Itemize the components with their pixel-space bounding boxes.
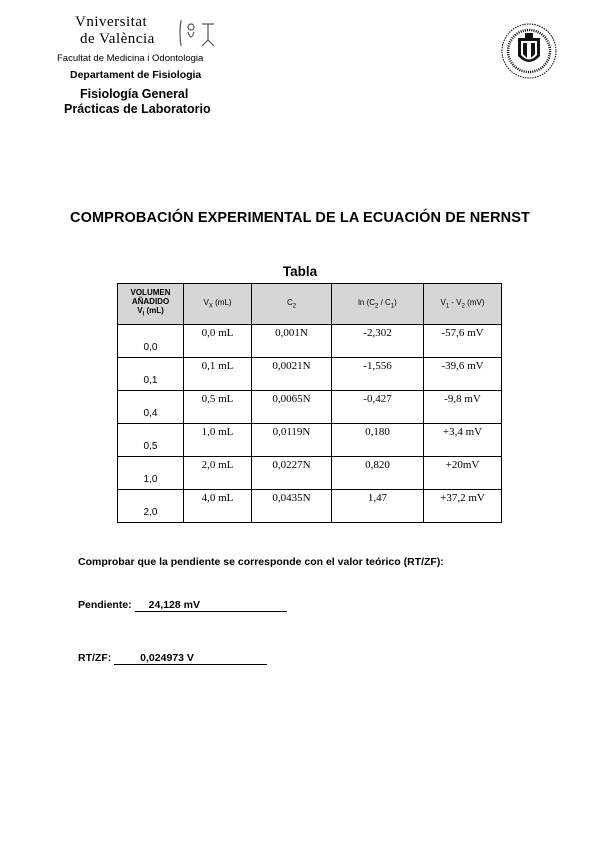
university-name-line1: Vniversitat	[75, 14, 148, 30]
cell-text: +37,2 mV	[440, 492, 485, 504]
cell-text: 0,0021N	[272, 360, 311, 372]
header-text: - V	[449, 298, 462, 308]
header-subscript: 1	[390, 303, 395, 310]
cell-c2	[252, 424, 332, 457]
pendiente-label: Pendiente:	[78, 599, 132, 611]
header-text: / C	[378, 298, 391, 308]
cell-ln	[332, 391, 424, 424]
cell-c2	[252, 391, 332, 424]
results-table	[117, 283, 502, 523]
cell-ln	[332, 490, 424, 523]
cell-v	[424, 424, 502, 457]
cell-text: 2,0 mL	[201, 459, 234, 471]
header-subscript: X	[208, 303, 213, 310]
cell-text: -2,302	[363, 327, 392, 339]
cell-c2	[252, 358, 332, 391]
cell-text: 0,0435N	[272, 492, 311, 504]
table-row	[118, 391, 502, 424]
cell-c2	[252, 490, 332, 523]
cell-vi: 0,1	[118, 358, 184, 391]
header-text: (mV)	[464, 298, 485, 308]
cell-vx	[184, 424, 252, 457]
header-ln	[332, 284, 424, 325]
header-subscript: I	[142, 311, 145, 318]
course-name: Fisiología General	[80, 87, 189, 101]
table-row	[118, 424, 502, 457]
table-header-row	[118, 284, 502, 325]
header-text: V	[440, 298, 446, 308]
cell-ln	[332, 325, 424, 358]
cell-ln	[332, 457, 424, 490]
cell-c2	[252, 457, 332, 490]
pendiente-line	[78, 599, 287, 612]
header-v1-v2	[424, 284, 502, 325]
header-subscript: 2	[375, 303, 379, 310]
cell-text: 0,0119N	[272, 426, 311, 438]
cell-text: 0,820	[365, 459, 390, 471]
cell-vi: 1,0	[118, 457, 184, 490]
university-emblem-icon	[178, 18, 218, 48]
table-row	[118, 490, 502, 523]
header-text: V	[203, 298, 209, 308]
cell-ln	[332, 358, 424, 391]
header-text: VOLUMEN	[130, 288, 171, 298]
header-text: (mL)	[212, 298, 232, 308]
table-row	[118, 457, 502, 490]
course-subtitle: Prácticas de Laboratorio	[64, 102, 211, 116]
cell-text: 4,0 mL	[201, 492, 234, 504]
cell-vx	[184, 490, 252, 523]
cell-vi: 0,0	[118, 325, 184, 358]
header-subscript: 2	[292, 303, 297, 310]
table-caption: Tabla	[282, 264, 318, 279]
university-seal-icon	[500, 22, 558, 80]
cell-v	[424, 358, 502, 391]
header-text: AÑADIDO	[131, 297, 170, 307]
cell-vx	[184, 358, 252, 391]
header-volumen-anadido	[118, 284, 184, 325]
rtzf-value: 0,024973 V	[114, 652, 267, 665]
table-row	[118, 325, 502, 358]
document-title: COMPROBACIÓN EXPERIMENTAL DE LA ECUACIÓN DE NERNST	[70, 210, 530, 226]
cell-vx	[184, 325, 252, 358]
rtzf-line	[78, 652, 267, 665]
cell-v	[424, 490, 502, 523]
header-c2	[252, 284, 332, 325]
cell-text: 0,5 mL	[201, 393, 234, 405]
cell-text: 1,47	[367, 492, 388, 504]
header-text: C	[286, 298, 293, 308]
cell-text: 0,001N	[275, 327, 308, 339]
header-subscript: 1	[445, 303, 450, 310]
cell-text: 1,0 mL	[201, 426, 234, 438]
cell-text: 0,1 mL	[201, 360, 234, 372]
faculty-name: Facultat de Medicina i Odontologia	[57, 53, 204, 64]
cell-text: 0,0 mL	[201, 327, 234, 339]
cell-vi: 2,0	[118, 490, 184, 523]
cell-text: -57,6 mV	[441, 327, 484, 339]
cell-text: +20mV	[445, 459, 480, 471]
header-text: ln (C	[358, 298, 376, 308]
cell-v	[424, 457, 502, 490]
cell-vi: 0,5	[118, 424, 184, 457]
cell-ln	[332, 424, 424, 457]
header-subscript: 2	[461, 303, 465, 310]
header-vx	[184, 284, 252, 325]
header-text: V	[137, 306, 143, 316]
cell-text: 0,180	[365, 426, 390, 438]
cell-v	[424, 325, 502, 358]
cell-text: 0,0227N	[272, 459, 311, 471]
cell-text: -0,427	[363, 393, 392, 405]
cell-vx	[184, 391, 252, 424]
table-row	[118, 358, 502, 391]
cell-text: 0,0065N	[272, 393, 311, 405]
cell-vi: 0,4	[118, 391, 184, 424]
university-name-line2: de València	[80, 31, 155, 47]
cell-c2	[252, 325, 332, 358]
cell-text: -39,6 mV	[441, 360, 484, 372]
department-name: Departament de Fisiologia	[70, 69, 202, 81]
header-text: )	[394, 298, 397, 308]
cell-text: +3,4 mV	[442, 426, 483, 438]
rtzf-label: RT/ZF:	[78, 652, 112, 664]
slope-question: Comprobar que la pendiente se corresponde con el valor teórico (RT/ZF):	[78, 556, 444, 568]
cell-vx	[184, 457, 252, 490]
cell-text: -9,8 mV	[444, 393, 481, 405]
header-text: (mL)	[144, 306, 164, 316]
cell-text: -1,556	[363, 360, 392, 372]
pendiente-value: 24,128 mV	[135, 599, 287, 612]
cell-v	[424, 391, 502, 424]
